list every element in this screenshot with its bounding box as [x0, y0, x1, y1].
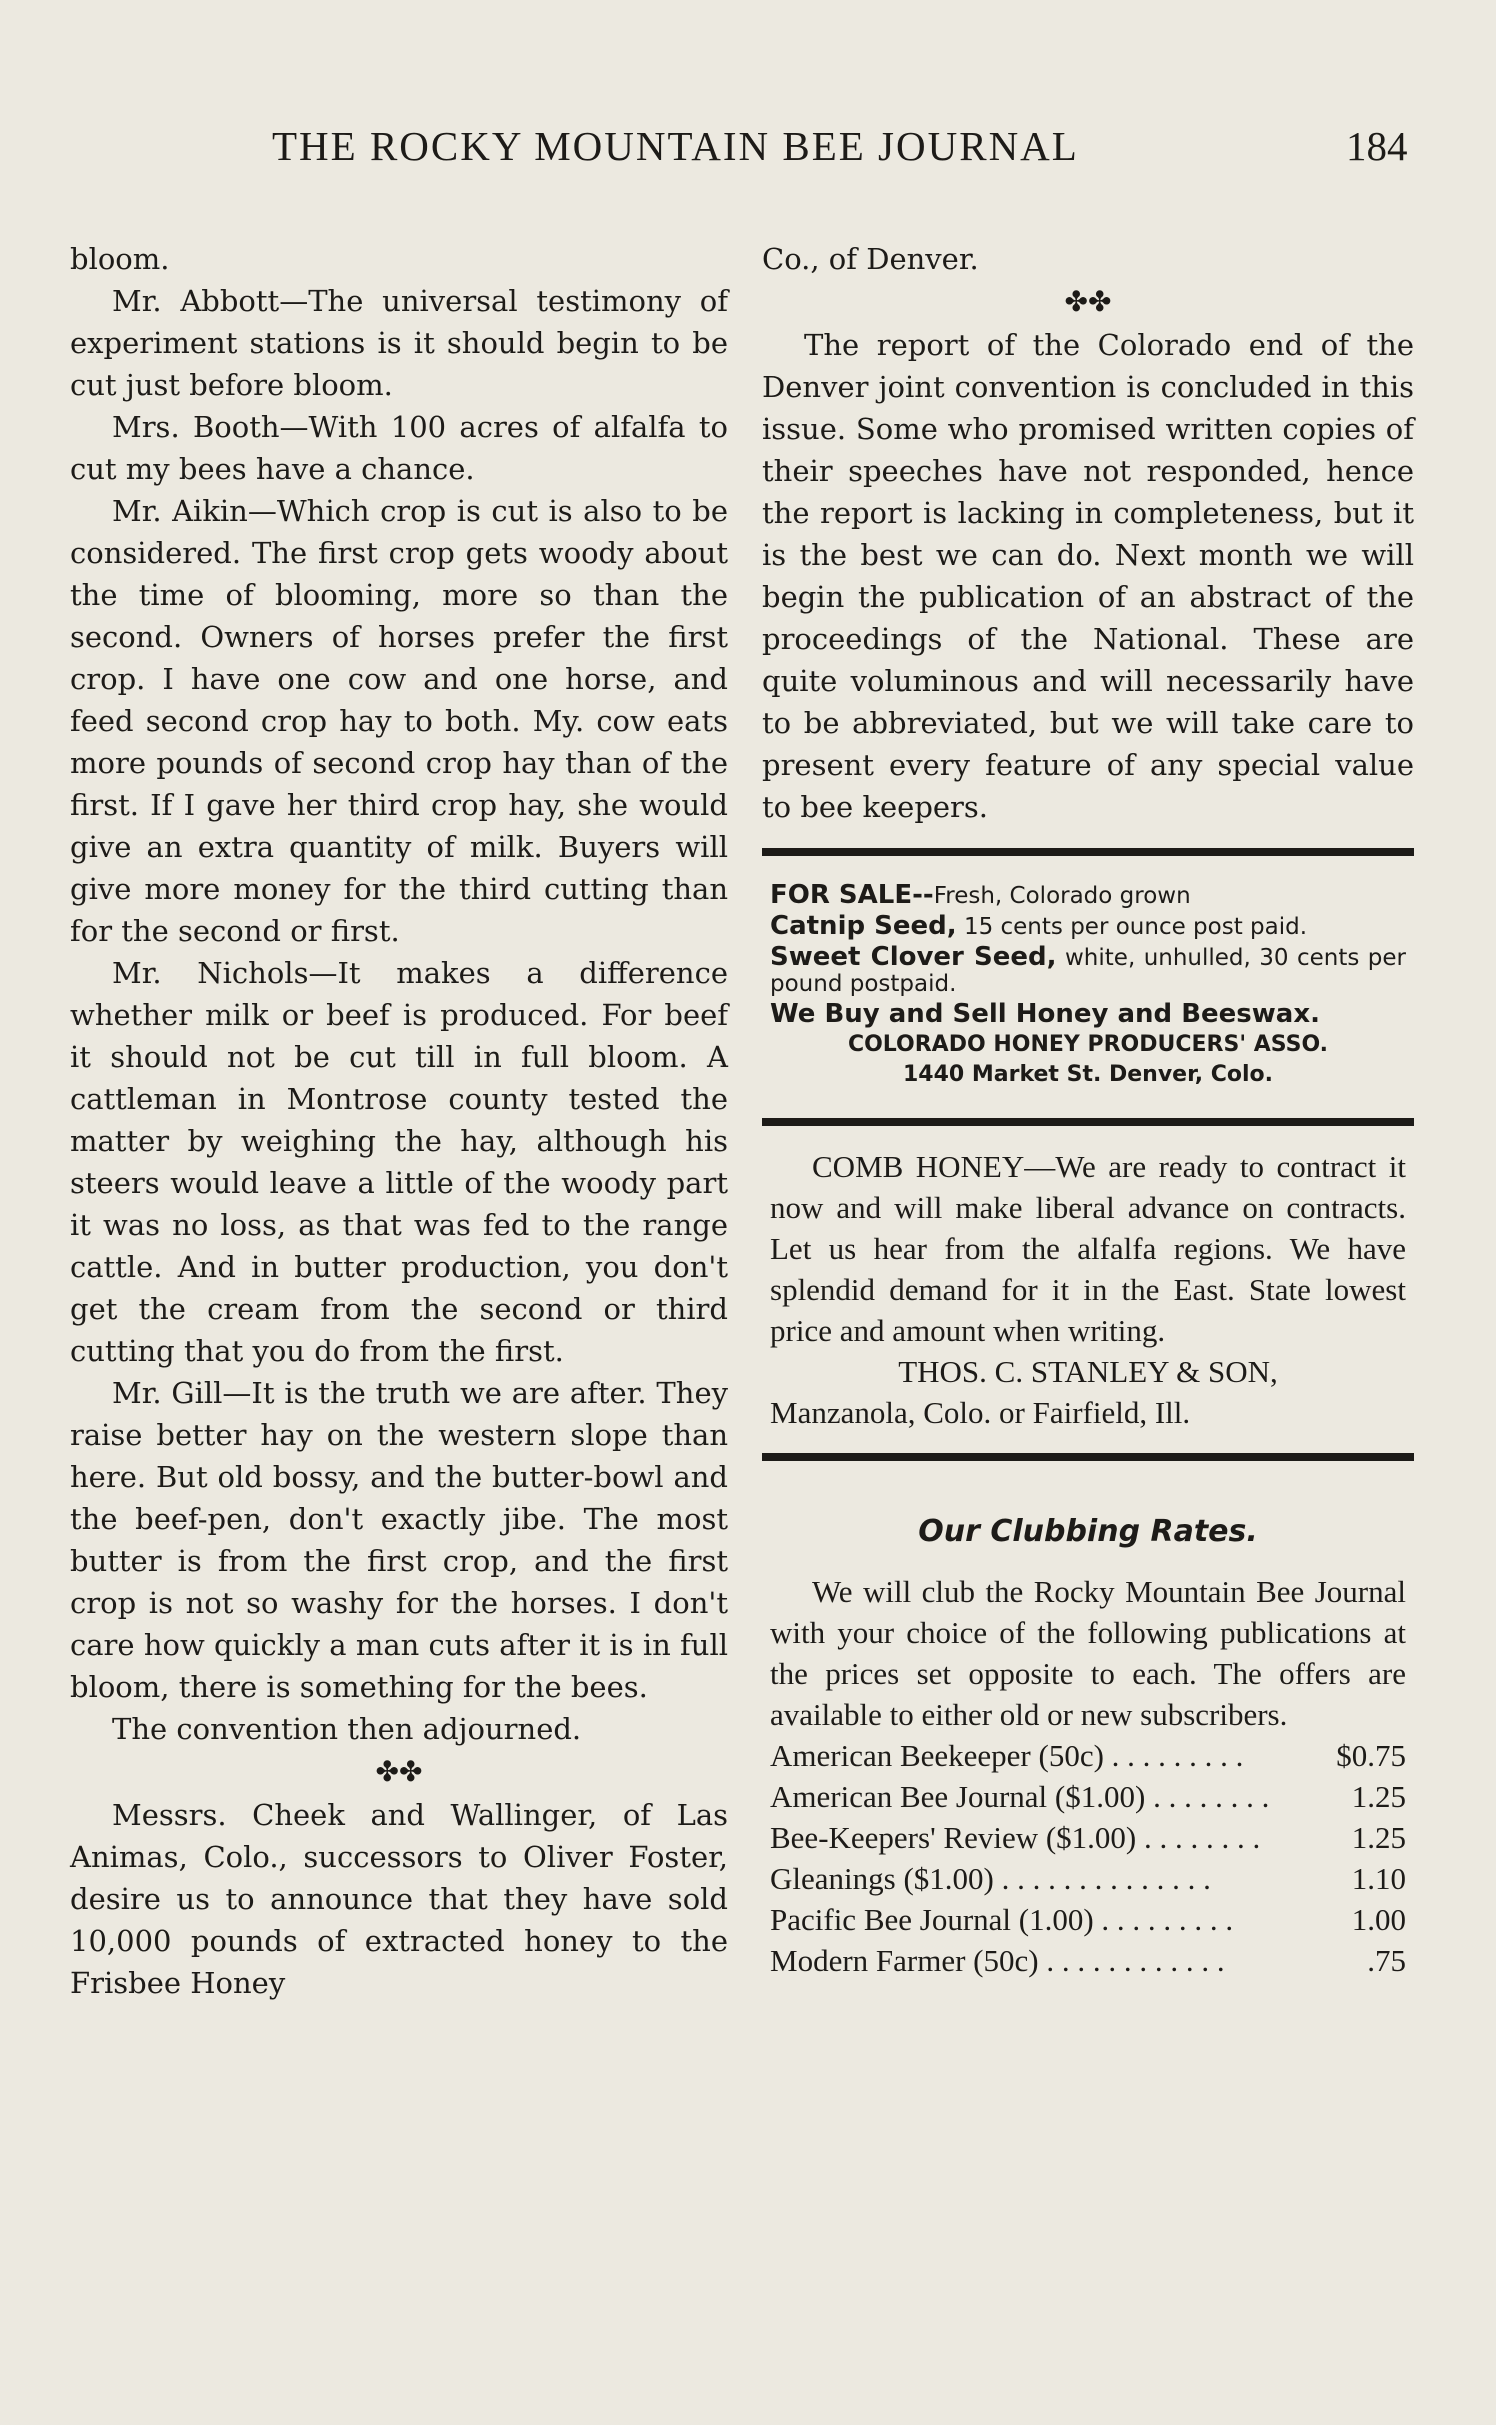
rate-row — [770, 1817, 1406, 1858]
ad-heading: Sweet Clover Seed, — [770, 942, 1057, 972]
section-heading: Our Clubbing Rates. — [918, 1514, 1258, 1549]
ad-heading: We Buy and Sell Honey and Beeswax. — [770, 999, 1320, 1029]
paragraph: The convention then adjourned. — [112, 1712, 582, 1746]
rate-row — [770, 1899, 1406, 1940]
ad-address: 1440 Market St. Denver, Colo. — [902, 1062, 1273, 1087]
rate-price: 1.25 — [1351, 1779, 1406, 1814]
ad-association: COLORADO HONEY PRODUCERS' ASSO. — [847, 1032, 1329, 1057]
rate-label: Pacific Bee Journal (1.00) . . . . . . . . . — [770, 1902, 1234, 1937]
page-number: 184 — [1346, 123, 1408, 169]
rate-price: 1.00 — [1351, 1902, 1406, 1937]
divider — [762, 1118, 1414, 1126]
for-sale-ad — [762, 876, 1414, 1098]
rate-label: Gleanings ($1.00) . . . . . . . . . . . . . . — [770, 1861, 1211, 1896]
rate-label: Bee-Keepers' Review ($1.00) . . . . . . . . — [770, 1820, 1261, 1855]
paragraph: Co., of Denver. — [762, 242, 979, 276]
rate-row — [770, 1776, 1406, 1817]
paragraph: Mrs. Booth—With 100 acres of alfalfa to cut my bees have a chance. — [70, 410, 728, 486]
signature: THOS. C. STANLEY & SON, — [898, 1354, 1278, 1389]
divider — [762, 1453, 1414, 1461]
rate-price: .75 — [1367, 1943, 1406, 1978]
rate-price: 1.10 — [1351, 1861, 1406, 1896]
ornament-icon: ✤✤ — [1064, 285, 1112, 318]
paragraph: COMB HONEY—We are ready to contract it now and will make liberal advance on contracts. Let us hear from the alfalfa regions. We have splendid demand for it in the East. State lowest price and amount when writing. — [770, 1149, 1406, 1348]
location: Manzanola, Colo. or Fairfield, Ill. — [770, 1395, 1191, 1430]
right-column — [762, 238, 1414, 1981]
paragraph: The report of the Colorado end of the Denver joint convention is concluded in this issue. Some who promised written copies of their speeches have not responded, hence the report is lacking in completeness, but it is the best we can do. Next month we will begin the publication of an abstract of the proceedings of the National. These are quite voluminous and will necessarily have to be abbreviated, but we will take care to present every feature of any special value to bee keepers. — [762, 328, 1414, 824]
paragraph: Messrs. Cheek and Wallinger, of Las Animas, Colo., successors to Oliver Foster, desire us to announce that they have sold 10,000 pounds of extracted honey to the Frisbee Honey — [70, 1798, 728, 2000]
ad-text: Fresh, Colorado grown — [933, 883, 1191, 909]
rate-label: American Bee Journal ($1.00) . . . . . . . . — [770, 1779, 1270, 1814]
paragraph: bloom. — [70, 242, 170, 276]
rate-label: American Beekeeper (50c) . . . . . . . . . — [770, 1738, 1244, 1773]
ornament-icon: ✤✤ — [375, 1755, 423, 1788]
ad-text: 15 cents per ounce post paid. — [963, 914, 1308, 940]
rate-label: Modern Farmer (50c) . . . . . . . . . . . . — [770, 1943, 1225, 1978]
left-column — [70, 238, 728, 2004]
rate-price: $0.75 — [1336, 1738, 1406, 1773]
paragraph: Mr. Aikin—Which crop is cut is also to be considered. The first crop gets woody about the time of blooming, more so than the second. Owners of horses prefer the first crop. I have one cow and one horse, and feed second crop hay to both. My. cow eats more pounds of second crop hay than of the first. If I gave her third crop hay, she would give an extra quantity of milk. Buyers will give more money for the third cutting than for the second or first. — [70, 494, 728, 948]
page-header — [0, 112, 1496, 172]
rate-row — [770, 1735, 1406, 1776]
ad-heading: Catnip Seed, — [770, 911, 957, 941]
comb-honey-ad — [762, 1146, 1414, 1433]
clubbing-rates — [762, 1571, 1414, 1981]
ad-text: white, unhulled, 30 cents per pound postpaid. — [770, 945, 1407, 997]
ad-heading: FOR SALE-- — [770, 880, 934, 910]
paragraph: Mr. Nichols—It makes a difference whether milk or beef is produced. For beef it should not be cut till in full bloom. A cattleman in Montrose county tested the matter by weighing the hay, although his steers would leave a little of the woody part it was no loss, as that was fed to the range cattle. And in butter production, you don't get the cream from the second or third cutting that you do from the first. — [70, 956, 728, 1368]
rate-row — [770, 1858, 1406, 1899]
divider — [762, 848, 1414, 856]
rate-price: 1.25 — [1351, 1820, 1406, 1855]
paragraph: Mr. Gill—It is the truth we are after. They raise better hay on the western slope than here. But old bossy, and the butter-bowl and the beef-pen, don't exactly jibe. The most butter is from the first crop, and the first crop is not so washy for the horses. I don't care how quickly a man cuts after it is in full bloom, there is something for the bees. — [70, 1376, 728, 1704]
rate-row — [770, 1940, 1406, 1981]
paragraph: We will club the Rocky Mountain Bee Journal with your choice of the following publications at the prices set opposite to each. The offers are available to either old or new subscribers. — [770, 1574, 1406, 1732]
journal-title: THE ROCKY MOUNTAIN BEE JOURNAL — [272, 123, 1079, 169]
paragraph: Mr. Abbott—The universal testimony of experiment stations is it should begin to be cut just before bloom. — [70, 284, 728, 402]
